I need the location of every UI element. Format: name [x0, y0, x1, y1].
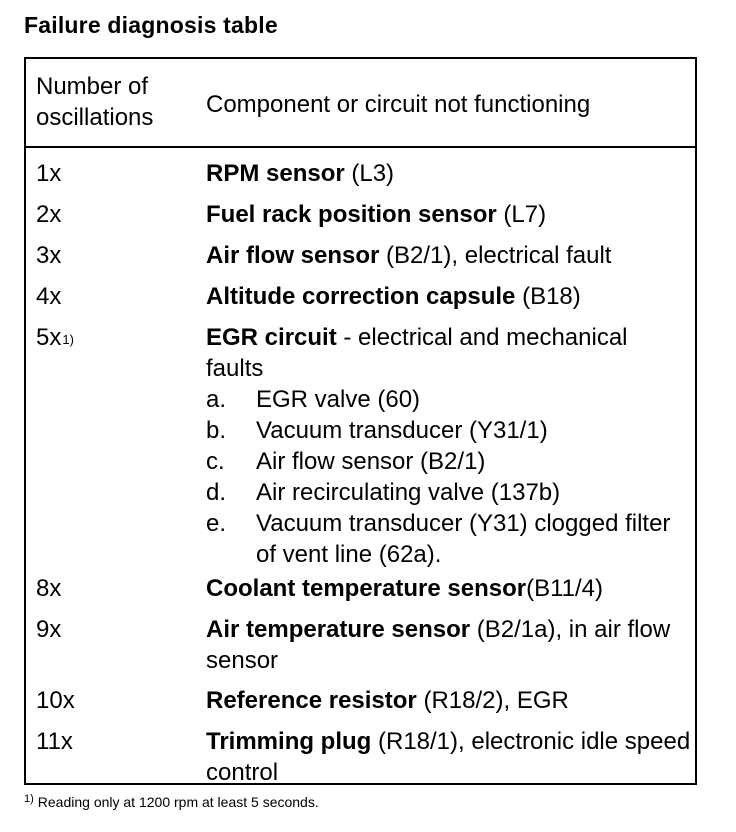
component-description [206, 199, 691, 230]
list-item-text: Air flow sensor (B2/1) [256, 448, 486, 475]
component-name: RPM sensor [206, 160, 345, 187]
list-item-text: Air recirculating valve (137b) [256, 479, 561, 506]
header-oscillations-line1: Number of [36, 73, 149, 100]
oscillation-count: 1x [36, 160, 62, 187]
component-name: Fuel rack position sensor [206, 201, 497, 228]
component-detail: (L3) [344, 160, 395, 187]
component-description [206, 614, 691, 676]
component-name: EGR circuit [206, 324, 337, 351]
component-name: Reference resistor [206, 687, 417, 714]
footnote [24, 792, 319, 812]
list-item [206, 508, 691, 570]
sub-component-list [206, 384, 691, 570]
oscillation-count: 3x [36, 242, 62, 269]
component-name: Altitude correction capsule [206, 283, 516, 310]
list-item-text: EGR valve (60) [256, 386, 421, 413]
component-detail: (B11/4) [526, 575, 603, 602]
component-description [206, 158, 691, 189]
table-header-row [26, 59, 695, 148]
oscillation-count: 4x [36, 283, 62, 310]
component-detail: (B18) [515, 283, 581, 310]
component-name: Air temperature sensor [206, 616, 471, 643]
oscillation-count [36, 322, 74, 353]
list-item [206, 446, 691, 477]
list-item-letter: a. [206, 386, 227, 413]
component-main-text [206, 322, 691, 384]
list-item-text: Vacuum transducer (Y31/1) [256, 417, 548, 444]
list-item-letter: b. [206, 417, 227, 444]
oscillation-count: 8x [36, 575, 62, 602]
oscillation-count: 2x [36, 201, 62, 228]
header-oscillations-line2: oscillations [36, 104, 154, 131]
list-item [206, 415, 691, 446]
component-detail: (L7) [496, 201, 547, 228]
list-item-text: Vacuum transducer (Y31) clogged filter of vent line (62a). [256, 510, 671, 568]
component-description [206, 281, 691, 312]
component-name: Trimming plug [206, 728, 372, 755]
footnote-mark: 1) [24, 793, 34, 805]
oscillation-count: 10x [36, 687, 75, 714]
oscillation-count-value: 5x [36, 324, 62, 351]
component-description [206, 726, 691, 788]
list-item-letter: c. [206, 448, 225, 475]
footnote-marker: 1) [62, 332, 74, 347]
header-component: Component or circuit not functioning [206, 91, 591, 118]
failure-diagnosis-table [24, 57, 697, 785]
list-item [206, 384, 691, 415]
component-description [206, 573, 691, 604]
list-item-letter: d. [206, 479, 227, 506]
component-description [206, 240, 691, 271]
component-detail: (B2/1a), in air flow sensor [206, 616, 671, 674]
header-oscillations [36, 71, 186, 133]
component-name: Coolant temperature sensor [206, 575, 527, 602]
footnote-text: Reading only at 1200 rpm at least 5 seconds. [37, 794, 319, 810]
oscillation-count: 9x [36, 616, 62, 643]
list-item-letter: e. [206, 510, 227, 537]
component-detail: (R18/1), electronic idle speed control [206, 728, 691, 786]
component-name: Air flow sensor [206, 242, 380, 269]
oscillation-count: 11x [36, 728, 73, 755]
component-detail: (R18/2), EGR [416, 687, 569, 714]
component-detail: (B2/1), electrical fault [379, 242, 612, 269]
list-item [206, 477, 691, 508]
component-detail: - electrical and mechanical faults [206, 324, 628, 382]
component-description [206, 322, 691, 570]
table-title: Failure diagnosis table [24, 12, 278, 38]
component-description [206, 685, 691, 716]
